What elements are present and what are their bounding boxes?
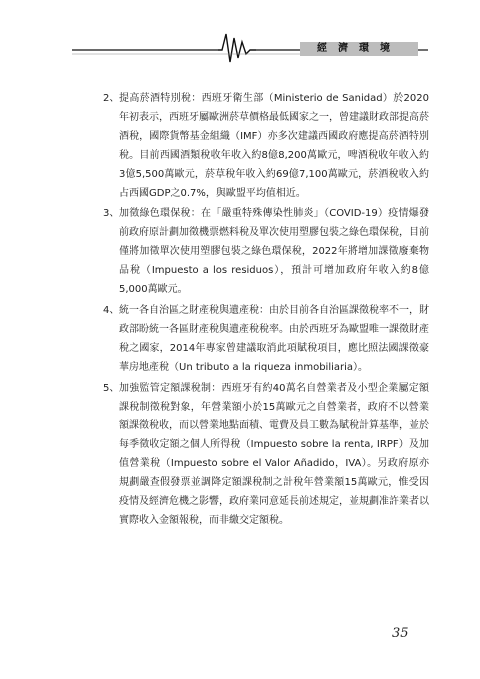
list-item xyxy=(103,380,429,531)
item-number: 5、 xyxy=(103,382,120,394)
item-text: 統一各自治區之財產稅與遺產稅：由於目前各自治區課徵稅率不一，財政部盼統一各區財產稅與遺產稅稅率。由於西班牙為歐盟唯一課徵財產稅之國家，2014年專家曾建議取消此項賦稅項目，應比照法國課徵豪華房地產稅（Un tributo a la riqueza inmobiliaria）。 xyxy=(119,304,429,373)
page-number: 35 xyxy=(392,626,409,641)
item-number: 4、 xyxy=(103,304,120,316)
header-line-ornament xyxy=(0,0,480,70)
item-number: 3、 xyxy=(103,208,120,220)
item-text: 加徵綠色環保稅：在「嚴重特殊傳染性肺炎」（COVID-19）疫情爆發前政府原計劃加徵機票燃料稅及單次使用塑膠包裝之綠色環保稅，目前僅將加徵單次使用塑膠包裝之綠色環保稅，2022年將增加課徵廢棄物品稅（Impuesto a los residuos），預計可增加政府年收入約8億5,000萬歐元。 xyxy=(119,208,429,296)
item-text: 提高菸酒特別稅：西班牙衛生部（Ministerio de Sanidad）於2020年初表示，西班牙屬歐洲菸草價格最低國家之一，曾建議財政部提高菸酒稅，國際貨幣基金組織（IMF）亦多次建議西國政府應提高菸酒特別稅。目前西國酒類稅收年收入約8億8,200萬歐元，啤酒稅收年收入約3億5,500萬歐元，菸草稅年收入約69億7,100萬歐元，菸酒稅收入約占西國GDP之0.7%，與歐盟平均值相近。 xyxy=(119,93,429,199)
main-content xyxy=(103,90,429,533)
list-item xyxy=(103,205,429,300)
item-number: 2、 xyxy=(103,93,120,104)
page-header xyxy=(0,0,480,70)
section-label: 經濟環境 xyxy=(300,42,418,56)
list-item xyxy=(103,90,429,203)
item-text: 加強監管定額課稅制：西班牙有約40萬名自營業者及小型企業屬定額課稅制徵稅對象，年營業額小於15萬歐元之自營業者，政府不以營業額課徵稅收，而以營業地點面積、電費及員工數為賦稅計算基準，並於每季徵收定額之個人所得稅（Impuesto sobre la renta, IRPF）及加值營業稅（Impuesto sobre el Valor Añadido，IVA）。另政府原亦規劃嚴查假發票並調降定額課稅制之計稅年營業額15萬歐元，惟受因疫情及經濟危機之影響，政府業同意延長前述規定，並規劃准許業者以實際收入金額報稅，而非繳交定額稅。 xyxy=(119,382,429,526)
list-item xyxy=(103,302,429,378)
